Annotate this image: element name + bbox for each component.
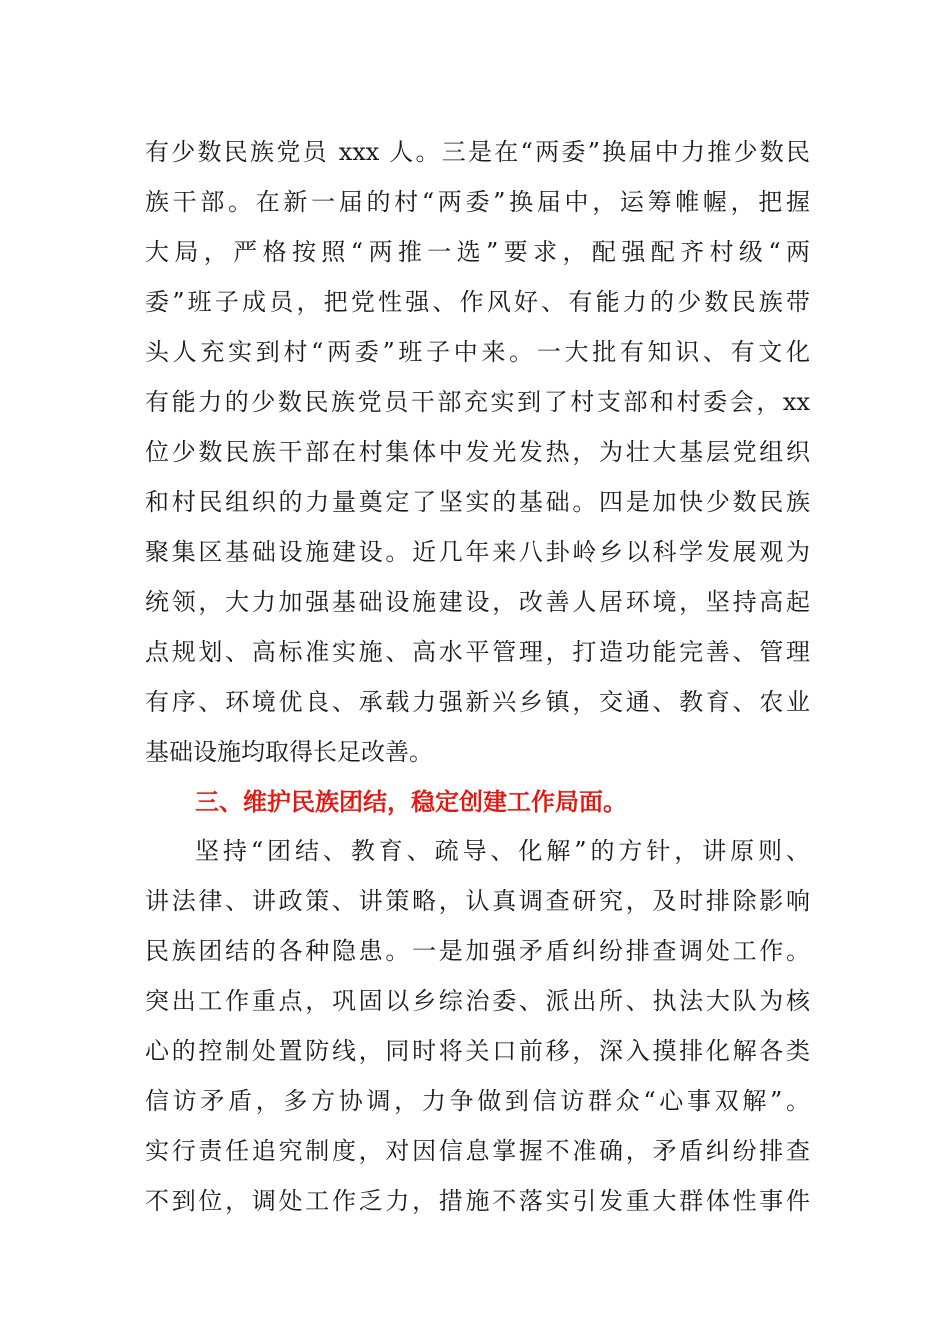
paragraph-line: 委”班子成员，把党性强、作风好、有能力的少数民族带 — [145, 288, 810, 316]
paragraph-line: 有少数民族党员 xxx 人。三是在“两委”换届中力推少数民 — [145, 138, 810, 166]
paragraph-line: 信访矛盾，多方协调，力争做到信访群众“心事双解”。 — [145, 1087, 810, 1115]
paragraph-line: 突出工作重点，巩固以乡综治委、派出所、执法大队为核 — [145, 987, 810, 1015]
paragraph-line: 点规划、高标准实施、高水平管理，打造功能完善、管理 — [145, 638, 810, 666]
paragraph-line: 和村民组织的力量奠定了坚实的基础。四是加快少数民族 — [145, 488, 810, 516]
paragraph-line: 实行责任追究制度，对因信息掌握不准确，矛盾纠纷排查 — [145, 1137, 810, 1165]
paragraph-line: 大局，严格按照“两推一选”要求，配强配齐村级“两 — [145, 238, 810, 266]
paragraph-line: 基础设施均取得长足改善。 — [145, 738, 433, 766]
paragraph-1 — [145, 127, 810, 777]
paragraph-line: 不到位，调处工作乏力，措施不落实引发重大群体性事件 — [145, 1187, 810, 1215]
paragraph-line: 有序、环境优良、承载力强新兴乡镇，交通、教育、农业 — [145, 688, 810, 716]
paragraph-line: 坚持“团结、教育、疏导、化解”的方针，讲原则、 — [195, 837, 810, 865]
paragraph-line: 有能力的少数民族党员干部充实到了村支部和村委会，xx — [145, 388, 810, 416]
paragraph-line: 讲法律、讲政策、讲策略，认真调查研究，及时排除影响 — [145, 887, 810, 915]
section-heading: 三、维护民族团结，稳定创建工作局面。 — [195, 788, 627, 816]
paragraph-line: 聚集区基础设施建设。近几年来八卦岭乡以科学发展观为 — [145, 538, 810, 566]
paragraph-line: 位少数民族干部在村集体中发光发热，为壮大基层党组织 — [145, 438, 810, 466]
paragraph-line: 民族团结的各种隐患。一是加强矛盾纠纷排查调处工作。 — [145, 937, 810, 965]
paragraph-line: 心的控制处置防线，同时将关口前移，深入摸排化解各类 — [145, 1037, 810, 1065]
paragraph-line: 头人充实到村“两委”班子中来。一大批有知识、有文化 — [145, 338, 810, 366]
paragraph-line: 统领，大力加强基础设施建设，改善人居环境，坚持高起 — [145, 588, 810, 616]
paragraph-line: 族干部。在新一届的村“两委”换届中，运筹帷幄，把握 — [145, 188, 810, 216]
paragraph-2 — [145, 826, 810, 1226]
